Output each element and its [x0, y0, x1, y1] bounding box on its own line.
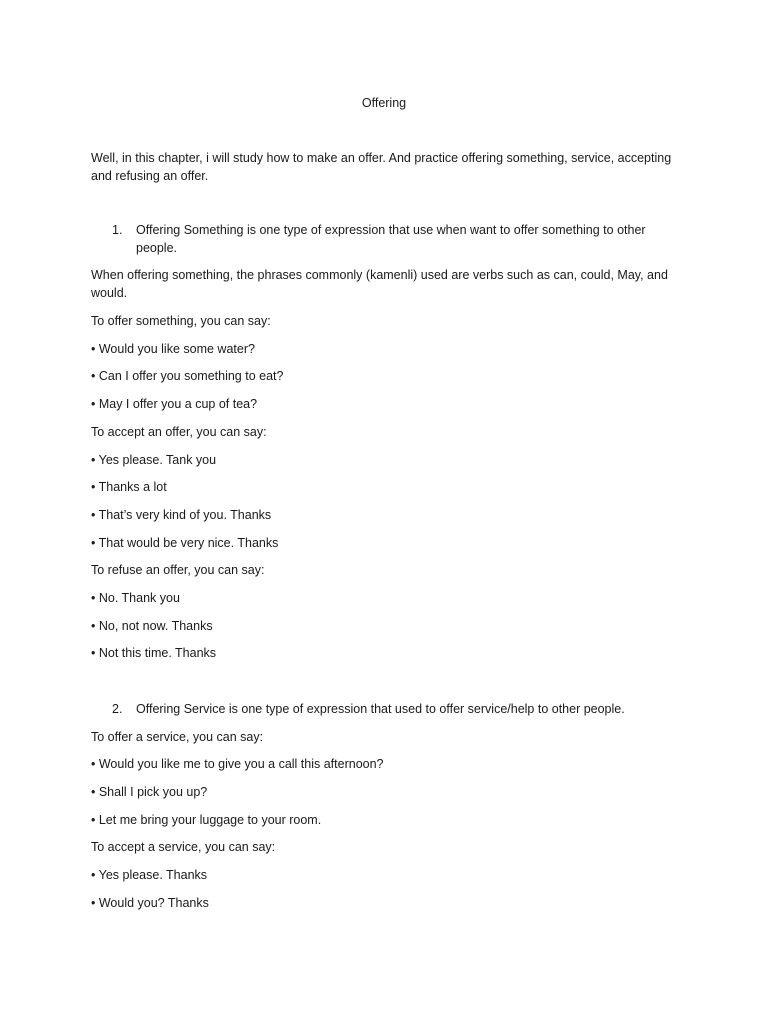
- list-item: • May I offer you a cup of tea?: [91, 397, 258, 411]
- list-item: • That’s very kind of you. Thanks: [91, 508, 272, 522]
- section1-number: 1.: [112, 223, 123, 237]
- list-item: • Shall I pick you up?: [91, 785, 208, 799]
- section2-heading: Offering Service is one type of expression that used to offer service/help to other people.: [136, 702, 625, 716]
- list-item: • Would you like some water?: [91, 342, 255, 356]
- list-item: • No. Thank you: [91, 591, 180, 605]
- list-item: • No, not now. Thanks: [91, 619, 213, 633]
- intro-paragraph: Well, in this chapter, i will study how to make an offer. And practice offering something, service, accepting and refusing an offer.: [91, 151, 672, 183]
- list-item: • Can I offer you something to eat?: [91, 369, 284, 383]
- document-title: Offering: [361, 96, 407, 110]
- list-item: • Let me bring your luggage to your room.: [91, 813, 322, 827]
- list-item: • Yes please. Thanks: [91, 868, 208, 882]
- section1-refuse-label: To refuse an offer, you can say:: [91, 563, 265, 577]
- section1-accept-label: To accept an offer, you can say:: [91, 425, 267, 439]
- section1-offer-label: To offer something, you can say:: [91, 314, 271, 328]
- list-item: • Not this time. Thanks: [91, 646, 217, 660]
- list-item: • Yes please. Tank you: [91, 453, 217, 467]
- list-item: • Would you? Thanks: [91, 896, 209, 910]
- section1-description: When offering something, the phrases commonly (kamenli) used are verbs such as can, could, May, and would.: [91, 268, 668, 300]
- section2-number: 2.: [112, 702, 123, 716]
- list-item: • Would you like me to give you a call this afternoon?: [91, 757, 384, 771]
- section2-offer-label: To offer a service, you can say:: [91, 730, 264, 744]
- list-item: • Thanks a lot: [91, 480, 167, 494]
- list-item: • That would be very nice. Thanks: [91, 536, 279, 550]
- section2-accept-label: To accept a service, you can say:: [91, 840, 276, 854]
- section1-heading: Offering Something is one type of expression that use when want to offer something to other people.: [136, 223, 646, 255]
